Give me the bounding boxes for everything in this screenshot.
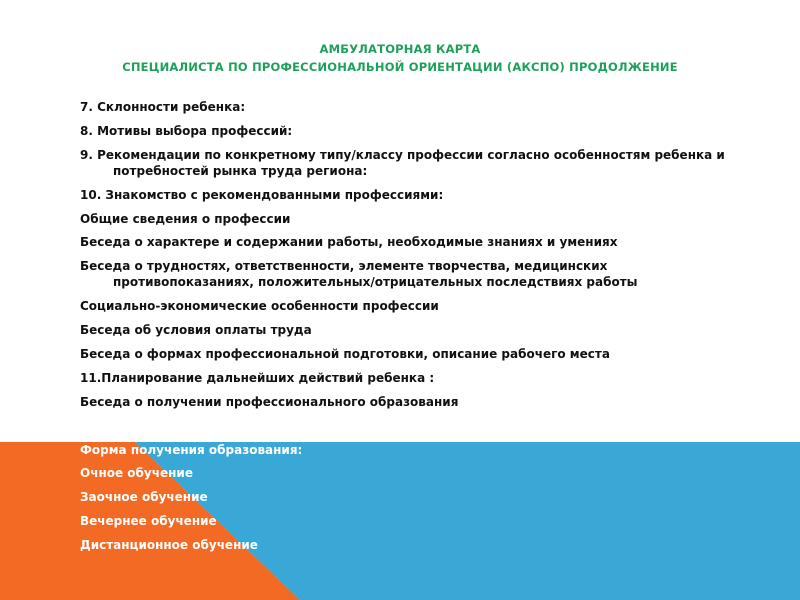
list-item-inclinations: 7. Склонности ребенка: xyxy=(80,100,246,114)
card-content-list xyxy=(80,99,740,561)
list-item-education-form: Форма получения образования: xyxy=(80,442,303,457)
list-item-full-time: Очное обучение xyxy=(80,466,193,481)
list-item-socio-economic: Социально-экономические особенности профессии xyxy=(80,299,439,314)
list-item-planning: 11.Планирование дальнейших действий ребенка : xyxy=(80,370,435,385)
list-item-acquaintance: 10. Знакомство с рекомендованными профессиями: xyxy=(80,187,444,202)
slide-title-line2: СПЕЦИАЛИСТА ПО ПРОФЕССИОНАЛЬНОЙ ОРИЕНТАЦИИ (АКСПО) ПРОДОЛЖЕНИЕ xyxy=(122,60,678,74)
list-item-general-info: Общие сведения о профессии xyxy=(80,211,291,226)
list-item-recommendations: 9. Рекомендации по конкретному типу/классу профессии согласно особенностям ребенка и потребностей рынка труда региона: xyxy=(80,147,725,178)
list-item-duration: Длительность обучения: xyxy=(80,418,252,433)
slide-title xyxy=(0,40,800,76)
list-item-correspondence: Заочное обучение xyxy=(80,490,208,505)
list-item-pay-conditions: Беседа об условия оплаты труда xyxy=(80,323,312,338)
list-item-distance: Дистанционное обучение xyxy=(80,538,258,553)
slide-title-line1: АМБУЛАТОРНАЯ КАРТА xyxy=(319,42,481,56)
list-item-difficulties: Беседа о трудностях, ответственности, элементе творчества, медицинских противопоказаниях, положительных/отрицательных последствиях работы xyxy=(80,259,638,290)
list-item-training-forms: Беседа о формах профессиональной подготовки, описание рабочего места xyxy=(80,347,610,362)
list-item-motives: 8. Мотивы выбора профессий: xyxy=(80,123,293,138)
list-item-evening: Вечернее обучение xyxy=(80,514,217,529)
list-item-education: Беседа о получении профессионального образования xyxy=(80,394,459,409)
list-item-work-content: Беседа о характере и содержании работы, необходимые знаниях и умениях xyxy=(80,235,618,250)
